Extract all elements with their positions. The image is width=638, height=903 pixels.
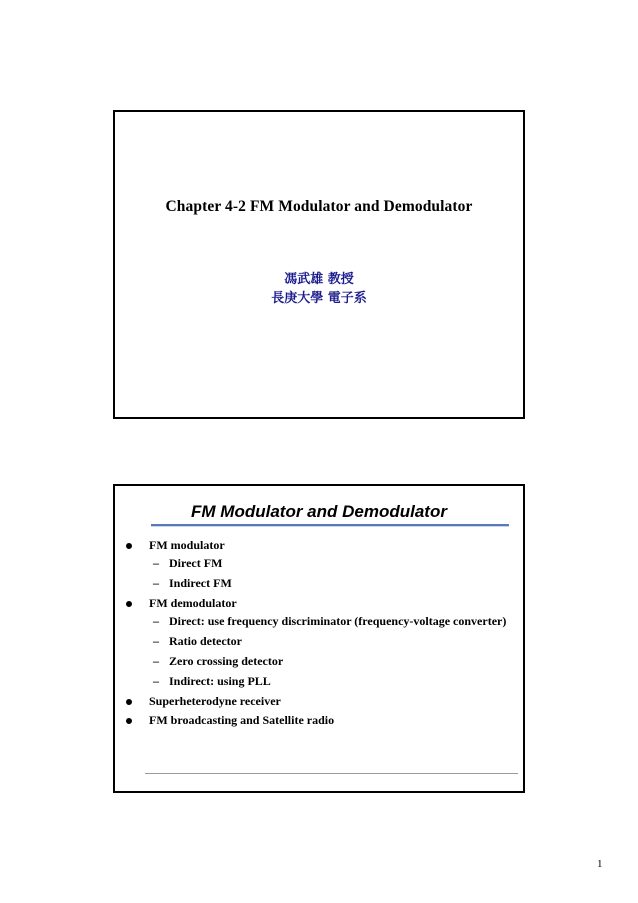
bullet-item [123,694,509,709]
sub-item: – Indirect FM [153,576,232,590]
title-underline [151,524,509,527]
sub-item-text: Direct: use frequency discriminator (frequency-voltage converter) [169,614,507,628]
author-department: 長庚大學 電子系 [271,291,367,306]
bullet-item [123,538,509,591]
sub-list [149,614,509,689]
bullet-dot-icon [126,718,132,724]
sub-item-text: Indirect: using PLL [169,674,271,688]
bullet-dot-icon [126,601,132,607]
bullet-text: FM demodulator [149,596,237,610]
sub-item-text: Direct FM [169,556,223,570]
sub-item: – Direct: use frequency discriminator (frequency-voltage converter) [153,614,507,628]
sub-item-text: Indirect FM [169,576,232,590]
bullet-text: FM broadcasting and Satellite radio [149,713,335,727]
sub-list [149,556,509,591]
bullet-item [123,596,509,689]
sub-item: – Indirect: using PLL [153,674,271,688]
bullet-dot-icon [126,699,132,705]
slide1-title: Chapter 4-2 FM Modulator and Demodulator [165,198,473,215]
sub-item: – Direct FM [153,556,223,570]
bullet-dot-icon [126,543,132,549]
title-slide [113,110,525,419]
outline-slide [113,484,525,793]
sub-item: – Ratio detector [153,634,242,648]
slide2-title: FM Modulator and Demodulator [191,502,447,521]
sub-item-text: Ratio detector [169,634,242,648]
author-name: 馮武雄 教授 [284,272,354,287]
sub-item-text: Zero crossing detector [169,654,284,668]
bullet-text: Superheterodyne receiver [149,694,281,708]
sub-item: – Zero crossing detector [153,654,284,668]
footer-rule [145,773,518,774]
bullet-list [123,538,509,732]
page-number: 1 [597,858,603,870]
bullet-text: FM modulator [149,538,225,552]
bullet-item [123,713,509,728]
